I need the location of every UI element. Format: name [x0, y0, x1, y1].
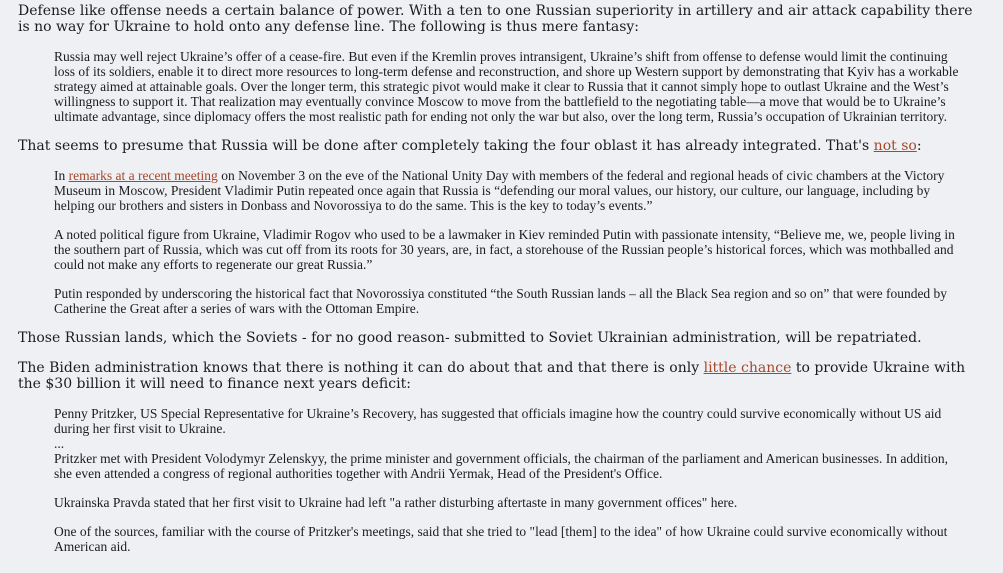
paragraph-text: : — [916, 138, 922, 154]
quote-paragraph: One of the sources, familiar with the course of Pritzker's meetings, said that she tried to "lead [them] to the idea" of how Ukraine could survive economically without American aid. — [54, 524, 948, 554]
not-so-link[interactable]: not so — [873, 138, 917, 154]
blockquote-foreign-affairs — [54, 49, 959, 124]
paragraph-text: to provide Ukraine with the $30 billion it will need to finance next years deficit: — [18, 360, 966, 392]
paragraph-text: That seems to presume that Russia will be done after completely taking the four oblast it has already integrated. That's — [18, 138, 874, 154]
quote-text: In — [54, 168, 69, 183]
quote-paragraph: Penny Pritzker, US Special Representative for Ukraine’s Recovery, has suggested that officials imagine how the country could survive economically without US aid during her first visit to Ukraine. — [54, 406, 942, 436]
blockquote-putin-remarks — [54, 168, 959, 316]
paragraph-presume — [18, 138, 978, 154]
quote-paragraph: Putin responded by underscoring the historical fact that Novorossiya constituted “the South Russian lands – all the Black Sea region and so on” that were founded by Catherine the Great after a series of wars with the Ottoman Empire. — [54, 286, 948, 316]
quote-paragraph: Ukrainska Pravda stated that her first visit to Ukraine had left "a rather disturbing aftertaste in many government offices" here. — [54, 495, 738, 510]
paragraph-repatriated: Those Russian lands, which the Soviets - for no good reason- submitted to Soviet Ukrainian administration, will be repatriated. — [18, 330, 922, 346]
paragraph-text: The Biden administration knows that there is nothing it can do about that and that there is only — [18, 360, 704, 376]
quote-text: on November 3 on the eve of the National Unity Day with members of the federal and regional heads of civic chambers at the Victory Museum in Moscow, President Vladimir Putin repeated once again that Russia is “defending our moral values, our history, our culture, our language, including by helping our brothers and sisters in Donbass and Novorossiya to do the same. This is the key to today’s events.” — [54, 168, 945, 213]
quote-paragraph: A noted political figure from Ukraine, Vladimir Rogov who used to be a lawmaker in Kiev reminded Putin with passionate intensity, “Believe me, we, people living in the southern part of Russia, which was cut off from its roots for 30 years, are, in fact, a storehouse of the Russian people’s historical forces, which was mothballed and could not make any efforts to regenerate our great Russia.” — [54, 227, 955, 272]
quote-paragraph — [54, 168, 959, 213]
blockquote-pritzker — [54, 406, 959, 554]
remarks-meeting-link[interactable]: remarks at a recent meeting — [68, 168, 218, 183]
quote-paragraph: Pritzker met with President Volodymyr Zelenskyy, the prime minister and government officials, the chairman of the parliament and American businesses. In addition, she even attended a congress of regional authorities together with Andrii Yermak, Head of the President's Office. — [54, 451, 949, 481]
blog-post-body — [18, 3, 978, 568]
little-chance-link[interactable]: little chance — [703, 360, 792, 376]
quote-paragraph: Russia may well reject Ukraine’s offer of a cease-fire. But even if the Kremlin proves intransigent, Ukraine’s shift from offense to defense would limit the continuing loss of its soldiers, enable it to direct more resources to long-term defense and reconstruction, and shore up Western support by demonstrating that Kyiv has a workable strategy aimed at attainable goals. Over the longer term, this strategic pivot would make it clear to Russia that it cannot simply hope to outlast Ukraine and the West’s willingness to support it. That realization may eventually convince Moscow to move from the battlefield to the negotiating table—a move that would be to Ukraine’s ultimate advantage, since diplomacy offers the most realistic path for ending not only the war but also, over the long term, Russia’s occupation of Ukrainian territory. — [54, 49, 959, 124]
quote-ellipsis: ... — [54, 436, 65, 451]
paragraph-intro: Defense like offense needs a certain balance of power. With a ten to one Russian superiority in artillery and air attack capability there is no way for Ukraine to hold onto any defense line. The following is thus mere fantasy: — [18, 3, 973, 35]
paragraph-biden — [18, 360, 978, 392]
